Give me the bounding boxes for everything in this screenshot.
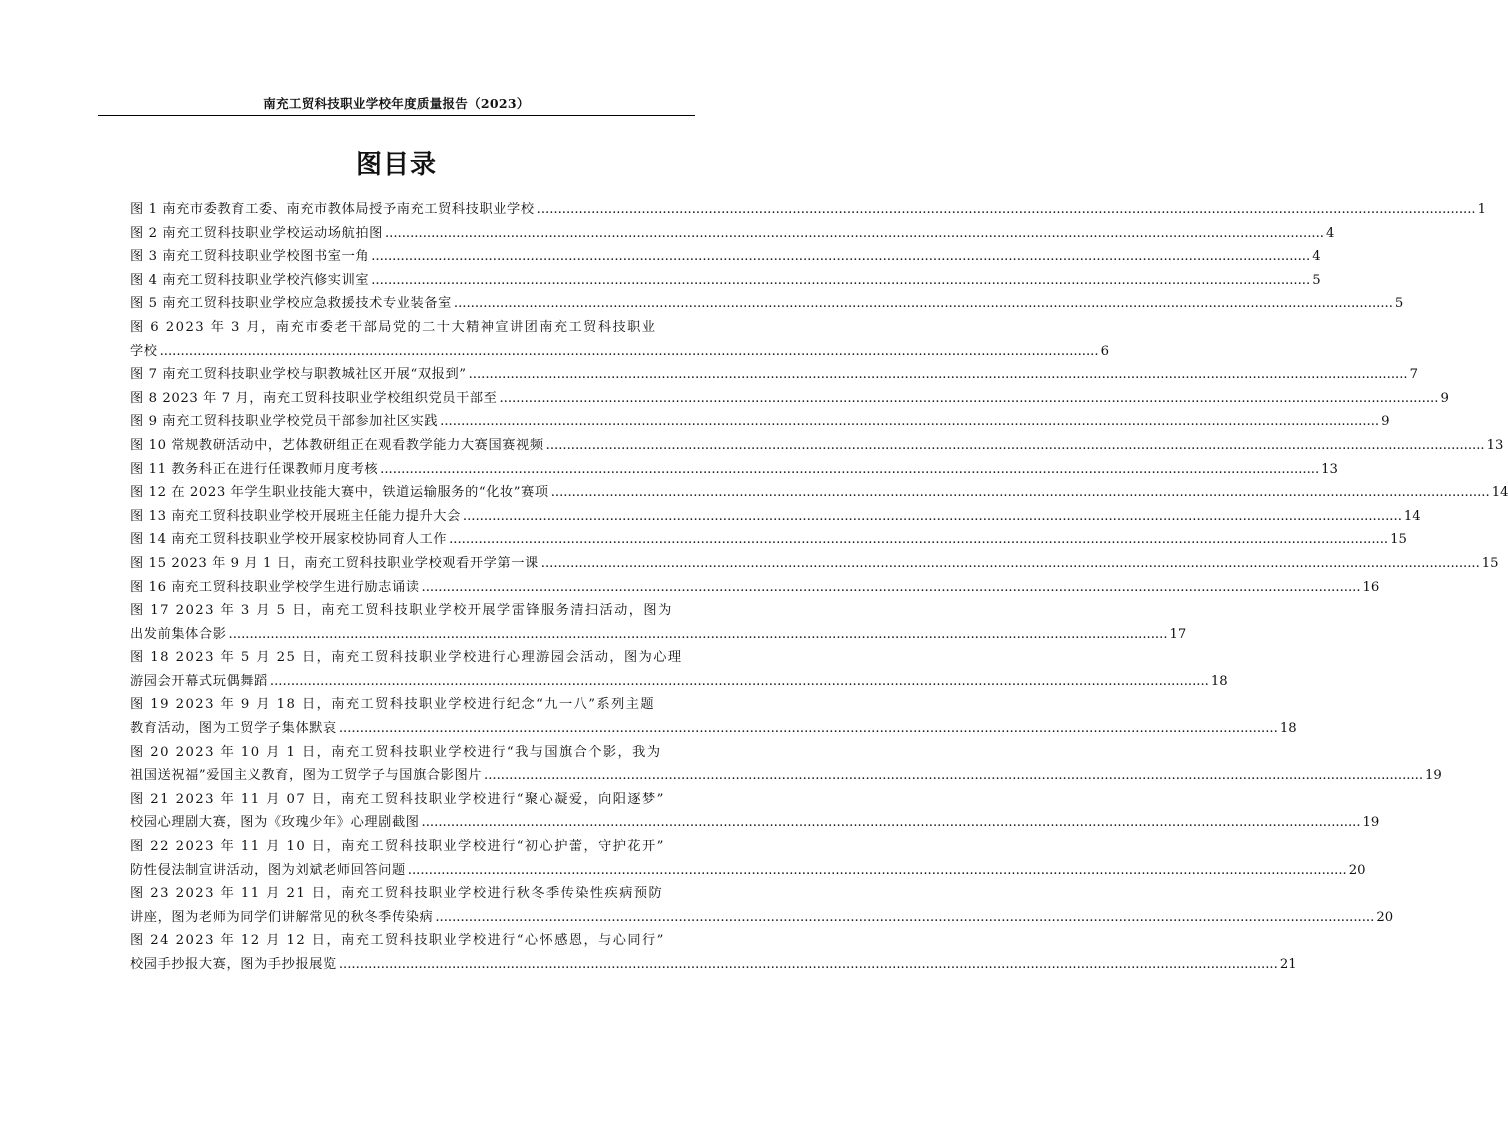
dot-leader <box>499 387 1438 411</box>
toc-entry-text: 图 12 在 2023 年学生职业技能大赛中，铁道运输服务的“化妆”赛项 <box>130 485 549 501</box>
toc-entry-text: 图 5 南充工贸科技职业学校应急救援技术专业装备室 <box>130 296 452 312</box>
dot-leader <box>454 292 1393 316</box>
page-number: 9 <box>1381 414 1390 430</box>
dot-leader <box>408 859 1347 883</box>
toc-entry[interactable] <box>130 316 1109 363</box>
page-number: 19 <box>1362 815 1380 831</box>
dot-leader <box>449 528 1388 552</box>
page-number: 20 <box>1376 909 1394 925</box>
toc-entry-text: 祖国送祝福”爱国主义教育，图为工贸学子与国旗合影图片 <box>130 768 483 784</box>
toc-entry[interactable] <box>130 528 1407 552</box>
page-number: 5 <box>1312 272 1321 288</box>
dot-leader <box>371 245 1310 269</box>
dot-leader <box>463 505 1402 529</box>
toc-entry-text: 教育活动，图为工贸学子集体默哀 <box>130 721 337 737</box>
toc-entry-text-line1: 图 17 2023 年 3 月 5 日，南充工贸科技职业学校开展学雷锋服务清扫活动，图为 <box>130 603 673 619</box>
dot-leader <box>551 481 1490 505</box>
toc-entry[interactable] <box>130 363 1418 387</box>
page-number: 15 <box>1390 532 1407 548</box>
toc-entry-text-line1: 图 22 2023 年 11 月 10 日，南充工贸科技职业学校进行“初心护蕾，守护花开” <box>130 839 665 855</box>
page-number: 14 <box>1403 508 1421 524</box>
page-number: 7 <box>1409 367 1418 383</box>
toc-entry-text: 游园会开幕式玩偶舞蹈 <box>130 673 268 689</box>
toc-entry-text-line1: 图 18 2023 年 5 月 25 日，南充工贸科技职业学校进行心理游园会活动，图为心理 <box>130 650 683 666</box>
page-number: 4 <box>1312 249 1321 265</box>
page-number: 20 <box>1348 862 1366 878</box>
toc-entry[interactable] <box>130 458 1338 482</box>
page-number: 4 <box>1325 225 1335 241</box>
dot-leader <box>469 363 1408 387</box>
toc-entry-text-line1: 图 19 2023 年 9 月 18 日，南充工贸科技职业学校进行纪念“九一八”系列主题 <box>130 697 656 713</box>
toc-entry[interactable] <box>130 741 1442 788</box>
dot-leader <box>229 623 1168 647</box>
figure-list <box>130 198 1508 977</box>
toc-entry-text: 图 10 常规教研活动中，艺体教研组正在观看教学能力大赛国赛视频 <box>130 437 544 453</box>
toc-entry-text-line1: 图 20 2023 年 10 月 1 日，南充工贸科技职业学校进行“我与国旗合个影，我为 <box>130 744 662 760</box>
toc-entry-text-line1: 图 24 2023 年 12 月 12 日，南充工贸科技职业学校进行“心怀感恩，与心同行” <box>130 933 665 949</box>
page-number: 13 <box>1321 461 1338 477</box>
toc-entry[interactable] <box>130 269 1321 293</box>
toc-entry[interactable] <box>130 387 1449 411</box>
dot-leader <box>270 670 1209 694</box>
dot-leader <box>541 552 1480 576</box>
page-number: 19 <box>1425 768 1442 784</box>
toc-entry-text: 图 3 南充工贸科技职业学校图书室一角 <box>130 249 370 265</box>
toc-entry-text: 防性侵法制宣讲活动，图为刘斌老师回答问题 <box>130 862 406 878</box>
dot-leader <box>546 434 1485 458</box>
toc-entry-text: 图 11 教务科正在进行任课教师月度考核 <box>130 461 379 477</box>
dot-leader <box>160 340 1099 364</box>
page-number: 17 <box>1169 626 1187 642</box>
toc-entry-text: 图 2 南充工贸科技职业学校运动场航拍图 <box>130 225 383 241</box>
toc-entry[interactable] <box>130 693 1297 740</box>
page-number: 16 <box>1362 579 1380 595</box>
toc-entry[interactable] <box>130 434 1504 458</box>
page-number: 5 <box>1394 296 1404 312</box>
page-number: 14 <box>1491 485 1508 501</box>
toc-entry[interactable] <box>130 576 1380 600</box>
toc-entry[interactable] <box>130 646 1228 693</box>
toc-entry[interactable] <box>130 481 1508 505</box>
toc-entry-text: 讲座，图为老师为同学们讲解常见的秋冬季传染病 <box>130 909 434 925</box>
running-header: 南充工贸科技职业学校年度质量报告（2023） <box>263 96 530 111</box>
toc-entry-text-line1: 图 21 2023 年 11 月 07 日，南充工贸科技职业学校进行“聚心凝爱，向阳逐梦” <box>130 791 665 807</box>
page-number: 9 <box>1440 390 1449 406</box>
toc-entry[interactable] <box>130 929 1297 976</box>
toc-entry-text: 图 7 南充工贸科技职业学校与职教城社区开展“双报到” <box>130 367 467 383</box>
toc-entry[interactable] <box>130 835 1366 882</box>
toc-entry-text-line1: 图 6 2023 年 3 月，南充市委老干部局党的二十大精神宣讲团南充工贸科技职业 <box>130 319 657 335</box>
page-number: 18 <box>1210 673 1228 689</box>
toc-entry[interactable] <box>130 292 1404 316</box>
header-divider <box>98 115 695 116</box>
dot-leader <box>422 576 1361 600</box>
toc-entry[interactable] <box>130 505 1421 529</box>
toc-entry[interactable] <box>130 599 1187 646</box>
toc-entry-text: 图 4 南充工贸科技职业学校汽修实训室 <box>130 272 370 288</box>
toc-entry[interactable] <box>130 198 1487 222</box>
toc-entry-text: 出发前集体合影 <box>130 626 227 642</box>
toc-entry-text-line1: 图 23 2023 年 11 月 21 日，南充工贸科技职业学校进行秋冬季传染性疾病预防 <box>130 886 664 902</box>
page-number: 18 <box>1279 721 1297 737</box>
toc-entry-text: 图 8 2023 年 7 月，南充工贸科技职业学校组织党员干部至 <box>130 390 498 406</box>
dot-leader <box>339 953 1278 977</box>
dot-leader <box>537 198 1476 222</box>
toc-entry[interactable] <box>130 222 1335 246</box>
toc-entry-text: 图 1 南充市委教育工委、南充市教体局授予南充工贸科技职业学校 <box>130 202 535 217</box>
toc-entry-text: 图 13 南充工贸科技职业学校开展班主任能力提升大会 <box>130 508 461 524</box>
toc-entry-text: 图 9 南充工贸科技职业学校党员干部参加社区实践 <box>130 414 439 430</box>
toc-entry[interactable] <box>130 410 1390 434</box>
dot-leader <box>484 764 1423 788</box>
dot-leader <box>385 222 1324 246</box>
page-number: 1 <box>1477 202 1487 217</box>
dot-leader <box>440 410 1379 434</box>
toc-entry[interactable] <box>130 552 1499 576</box>
page-number: 6 <box>1100 343 1109 359</box>
dot-leader <box>380 458 1319 482</box>
dot-leader <box>422 811 1361 835</box>
toc-entry-text: 学校 <box>130 343 158 359</box>
toc-entry-text: 图 14 南充工贸科技职业学校开展家校协同育人工作 <box>130 532 448 548</box>
page-number: 21 <box>1279 957 1297 972</box>
toc-entry[interactable] <box>130 788 1380 835</box>
toc-entry-text: 图 16 南充工贸科技职业学校学生进行励志诵读 <box>130 579 420 595</box>
toc-entry-text: 校园手抄报大赛，图为手抄报展览 <box>130 957 337 972</box>
dot-leader <box>339 717 1278 741</box>
toc-entry-text: 图 15 2023 年 9 月 1 日，南充工贸科技职业学校观看开学第一课 <box>130 555 539 571</box>
dot-leader <box>371 269 1310 293</box>
toc-entry-text: 校园心理剧大赛，图为《玫瑰少年》心理剧截图 <box>130 815 420 831</box>
page-number: 15 <box>1481 555 1499 571</box>
page-number: 13 <box>1486 437 1504 453</box>
page-title: 图目录 <box>355 150 437 180</box>
toc-entry[interactable] <box>130 882 1394 929</box>
toc-entry[interactable] <box>130 245 1321 269</box>
dot-leader <box>435 906 1374 930</box>
